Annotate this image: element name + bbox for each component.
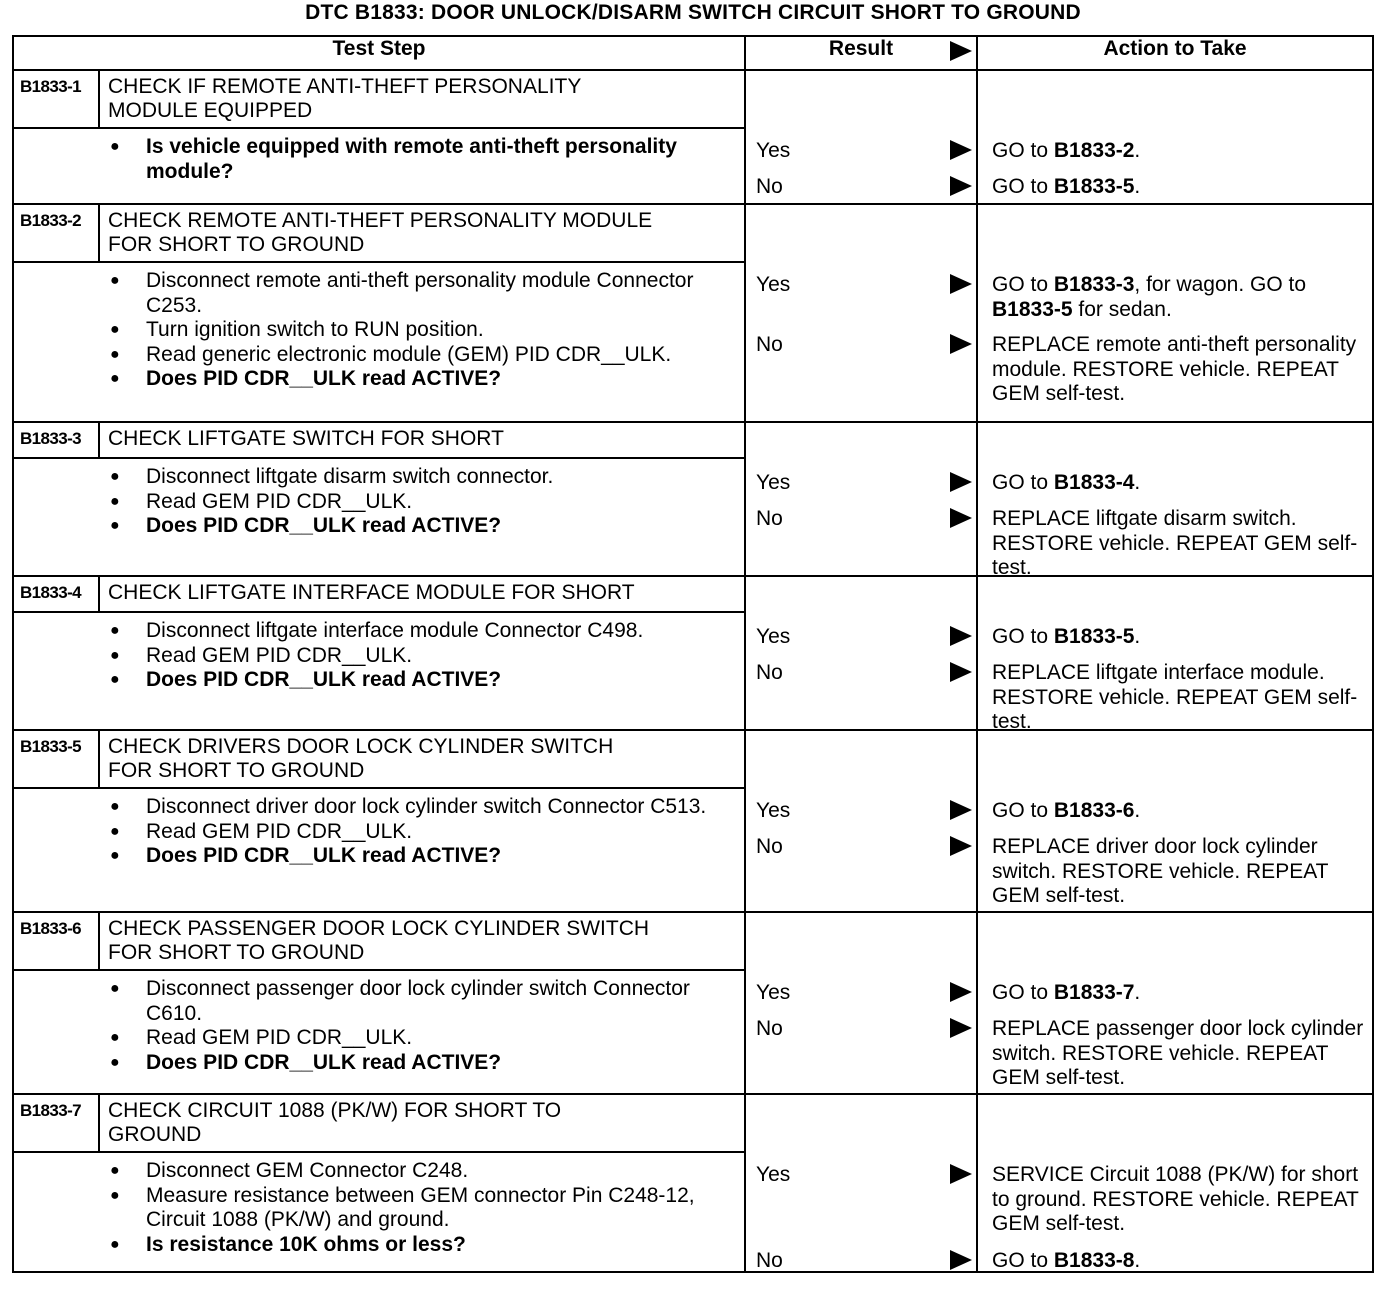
action-step-ref: B1833-6 <box>1053 799 1135 822</box>
arrow-right-icon <box>950 41 972 61</box>
action-text-part: GO to <box>992 1249 1054 1272</box>
action-text-part: . <box>1134 471 1141 494</box>
result-cell <box>745 70 977 204</box>
action-text-part: for sedan. <box>1072 297 1172 321</box>
step-title-line: CHECK LIFTGATE INTERFACE MODULE FOR SHORT <box>108 581 635 604</box>
header-result-label: Result <box>828 37 894 60</box>
action-cell <box>977 70 1373 204</box>
action-text <box>992 471 1366 496</box>
step-title-row <box>13 576 1373 612</box>
action-step-ref: B1833-5 <box>992 297 1073 321</box>
step-title-line: CHECK IF REMOTE ANTI-THEFT PERSONALITY <box>108 75 582 98</box>
step-id: B1833-5 <box>13 730 99 788</box>
instruction-question: ● Does PID CDR__ULK read ACTIVE? <box>14 514 734 539</box>
step-id: B1833-3 <box>13 422 99 458</box>
arrow-right-icon <box>950 334 972 354</box>
step-instructions <box>13 970 745 1094</box>
arrow-right-icon <box>950 508 972 528</box>
action-text-part: GO to <box>992 625 1054 648</box>
action-text <box>992 507 1366 581</box>
action-text <box>992 835 1366 909</box>
step-instructions <box>13 1152 745 1272</box>
action-text-part: GO to <box>992 175 1054 198</box>
action-cell <box>977 204 1373 422</box>
instruction-list <box>14 459 744 545</box>
step-title-line: FOR SHORT TO GROUND <box>108 233 365 256</box>
result-yes: Yes <box>756 1163 791 1186</box>
arrow-right-icon <box>950 176 972 196</box>
step-title-line: CHECK REMOTE ANTI-THEFT PERSONALITY MODULE <box>108 209 653 232</box>
action-text <box>992 1163 1366 1237</box>
action-text-part: GO to <box>992 799 1054 822</box>
action-text-part: GO to <box>992 981 1054 1004</box>
step-title <box>99 576 745 612</box>
action-text <box>992 333 1366 407</box>
step-title <box>99 730 745 788</box>
instruction-question: ● Does PID CDR__ULK read ACTIVE? <box>14 668 734 693</box>
action-text-part: GO to <box>992 273 1054 296</box>
result-cell <box>745 730 977 912</box>
instruction-item: ● Disconnect passenger door lock cylinder switch Connector C610. <box>14 977 734 1026</box>
action-text-part: REPLACE liftgate disarm switch. RESTORE vehicle. REPEAT GEM self-test. <box>992 507 1358 579</box>
instruction-list <box>14 971 744 1081</box>
action-text <box>992 799 1366 824</box>
instruction-question: ● Does PID CDR__ULK read ACTIVE? <box>14 1051 734 1076</box>
result-cell <box>745 1094 977 1272</box>
header-test-step: Test Step <box>13 36 745 70</box>
result-cell <box>745 422 977 576</box>
step-title-line: FOR SHORT TO GROUND <box>108 941 365 964</box>
action-text <box>992 139 1366 164</box>
action-text <box>992 1017 1366 1091</box>
result-no: No <box>756 1249 783 1272</box>
arrow-right-icon <box>950 1250 972 1270</box>
action-text-part: . <box>1134 139 1141 162</box>
instruction-list <box>14 129 744 190</box>
instruction-list <box>14 613 744 699</box>
instruction-item: ● Measure resistance between GEM connector Pin C248-12, Circuit 1088 (PK/W) and ground. <box>14 1184 734 1233</box>
arrow-right-icon <box>950 1018 972 1038</box>
arrow-right-icon <box>950 800 972 820</box>
step-title-row <box>13 70 1373 128</box>
instruction-item: ● Disconnect liftgate disarm switch connector. <box>14 465 734 490</box>
header-result <box>745 36 977 70</box>
instruction-item: ● Read generic electronic module (GEM) PID CDR__ULK. <box>14 343 734 368</box>
step-id: B1833-4 <box>13 576 99 612</box>
instruction-item: ● Disconnect liftgate interface module Connector C498. <box>14 619 734 644</box>
step-title-line: CHECK PASSENGER DOOR LOCK CYLINDER SWITCH <box>108 917 650 940</box>
action-text-part: SERVICE Circuit 1088 (PK/W) for short to ground. RESTORE vehicle. REPEAT GEM self-test. <box>992 1163 1359 1235</box>
action-text-part: . <box>1134 1249 1141 1272</box>
result-yes: Yes <box>756 139 791 162</box>
instruction-question: ● Is vehicle equipped with remote anti-theft personality module? <box>14 135 734 184</box>
step-title-row <box>13 422 1373 458</box>
step-title-line: CHECK CIRCUIT 1088 (PK/W) FOR SHORT TO <box>108 1099 562 1122</box>
action-cell <box>977 422 1373 579</box>
instruction-item: ● Disconnect driver door lock cylinder switch Connector C513. <box>14 795 734 820</box>
result-cell <box>745 912 977 1094</box>
step-title <box>99 70 745 128</box>
step-instructions <box>13 788 745 912</box>
header-action: Action to Take <box>977 36 1373 70</box>
action-text <box>992 981 1366 1006</box>
action-step-ref: B1833-7 <box>1053 981 1135 1004</box>
step-title <box>99 1094 745 1152</box>
step-title-row <box>13 204 1373 262</box>
step-instructions <box>13 262 745 422</box>
action-text <box>992 175 1366 200</box>
step-title-row <box>13 912 1373 970</box>
step-id: B1833-7 <box>13 1094 99 1152</box>
action-text-part: REPLACE liftgate interface module. RESTORE vehicle. REPEAT GEM self-test. <box>992 661 1358 733</box>
action-text-part: REPLACE driver door lock cylinder switch. RESTORE vehicle. REPEAT GEM self-test. <box>992 835 1329 907</box>
table-body <box>13 70 1373 1272</box>
instruction-item: ● Read GEM PID CDR__ULK. <box>14 490 734 515</box>
instruction-item: ● Read GEM PID CDR__ULK. <box>14 1026 734 1051</box>
result-no: No <box>756 835 783 858</box>
arrow-right-icon <box>950 982 972 1002</box>
step-title-line: FOR SHORT TO GROUND <box>108 759 365 782</box>
arrow-right-icon <box>950 836 972 856</box>
step-id: B1833-6 <box>13 912 99 970</box>
action-step-ref: B1833-8 <box>1053 1249 1135 1272</box>
arrow-right-icon <box>950 1164 972 1184</box>
diagnostic-table <box>12 35 1374 1273</box>
instruction-item: ● Turn ignition switch to RUN position. <box>14 318 734 343</box>
step-instructions <box>13 458 745 576</box>
action-text <box>992 625 1366 650</box>
arrow-right-icon <box>950 472 972 492</box>
action-cell <box>977 730 1373 912</box>
step-id: B1833-1 <box>13 70 99 128</box>
action-step-ref: B1833-3 <box>1053 273 1135 296</box>
action-cell <box>977 576 1373 733</box>
step-title <box>99 204 745 262</box>
result-yes: Yes <box>756 273 791 296</box>
instruction-question: ● Does PID CDR__ULK read ACTIVE? <box>14 367 734 392</box>
result-yes: Yes <box>756 981 791 1004</box>
result-cell <box>745 576 977 730</box>
action-text <box>992 1249 1366 1274</box>
instruction-list <box>14 263 744 398</box>
action-text-part: . <box>1134 175 1141 198</box>
action-text-part: GO to <box>992 139 1054 162</box>
action-text-part: GO to <box>992 471 1054 494</box>
arrow-right-icon <box>950 662 972 682</box>
step-title-line: CHECK LIFTGATE SWITCH FOR SHORT <box>108 427 504 450</box>
result-no: No <box>756 333 783 356</box>
action-step-ref: B1833-4 <box>1053 471 1135 494</box>
step-title-line: MODULE EQUIPPED <box>108 99 313 122</box>
action-step-ref: B1833-2 <box>1053 139 1135 162</box>
arrow-right-icon <box>950 626 972 646</box>
instruction-question: ● Is resistance 10K ohms or less? <box>14 1233 734 1258</box>
action-text <box>992 661 1366 735</box>
step-title-line: GROUND <box>108 1123 202 1146</box>
action-text-part: REPLACE passenger door lock cylinder switch. RESTORE vehicle. REPEAT GEM self-test. <box>992 1017 1364 1089</box>
step-id: B1833-2 <box>13 204 99 262</box>
action-cell <box>977 912 1373 1094</box>
instruction-list <box>14 1153 744 1263</box>
result-yes: Yes <box>756 471 791 494</box>
instruction-item: ● Read GEM PID CDR__ULK. <box>14 644 734 669</box>
page-title: DTC B1833: DOOR UNLOCK/DISARM SWITCH CIRCUIT SHORT TO GROUND <box>305 1 1081 24</box>
arrow-right-icon <box>950 140 972 160</box>
action-text <box>992 273 1366 322</box>
step-title <box>99 422 745 458</box>
result-no: No <box>756 1017 783 1040</box>
result-yes: Yes <box>756 799 791 822</box>
result-no: No <box>756 507 783 530</box>
step-title-row <box>13 1094 1373 1152</box>
action-step-ref: B1833-5 <box>1053 625 1135 648</box>
instruction-item: ● Read GEM PID CDR__ULK. <box>14 820 734 845</box>
instruction-item: ● Disconnect remote anti-theft personality module Connector C253. <box>14 269 734 318</box>
instruction-item: ● Disconnect GEM Connector C248. <box>14 1159 734 1184</box>
step-title-line: CHECK DRIVERS DOOR LOCK CYLINDER SWITCH <box>108 735 614 758</box>
action-text-part: REPLACE remote anti-theft personality module. RESTORE vehicle. REPEAT GEM self-test. <box>992 333 1357 405</box>
instruction-question: ● Does PID CDR__ULK read ACTIVE? <box>14 844 734 869</box>
action-text-part: . <box>1134 981 1141 1004</box>
instruction-list <box>14 789 744 875</box>
step-instructions <box>13 128 745 204</box>
result-no: No <box>756 661 783 684</box>
result-cell <box>745 204 977 422</box>
step-title-row <box>13 730 1373 788</box>
result-yes: Yes <box>756 625 791 648</box>
arrow-right-icon <box>950 274 972 294</box>
step-instructions <box>13 612 745 730</box>
action-cell <box>977 1094 1373 1272</box>
action-text-part: , for wagon. GO to <box>1134 273 1307 296</box>
result-no: No <box>756 175 783 198</box>
action-text-part: . <box>1134 799 1141 822</box>
action-step-ref: B1833-5 <box>1053 175 1135 198</box>
step-title <box>99 912 745 970</box>
action-text-part: . <box>1134 625 1141 648</box>
